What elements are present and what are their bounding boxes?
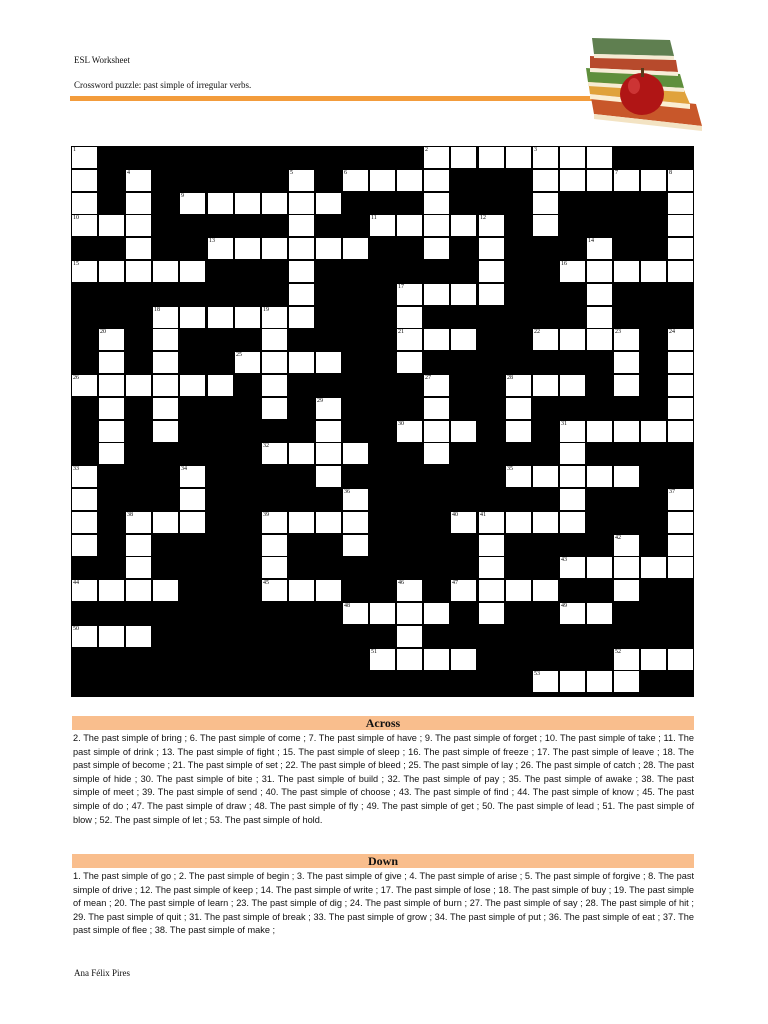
crossword-cell[interactable]	[533, 580, 558, 601]
crossword-cell[interactable]	[424, 603, 449, 624]
crossword-cell[interactable]	[153, 580, 178, 601]
crossword-cell[interactable]	[343, 170, 368, 191]
crossword-cell[interactable]	[451, 147, 476, 168]
crossword-cell[interactable]	[587, 307, 612, 328]
crossword-cell[interactable]	[560, 375, 585, 396]
crossword-cell[interactable]	[72, 535, 97, 556]
clue-number: 15	[73, 261, 79, 267]
crossword-cell[interactable]	[668, 649, 693, 670]
clue-number: 44	[73, 580, 79, 586]
crossword-cell[interactable]	[126, 512, 151, 533]
clue-number: 39	[263, 512, 269, 518]
crossword-cell[interactable]	[533, 215, 558, 236]
clue-number: 40	[452, 512, 458, 518]
crossword-cell[interactable]	[668, 398, 693, 419]
crossword-cell[interactable]	[668, 489, 693, 510]
crossword-cell[interactable]	[99, 329, 124, 350]
header-rule	[70, 96, 630, 101]
crossword-cell[interactable]	[316, 512, 341, 533]
clue-number: 26	[73, 375, 79, 381]
crossword-cell[interactable]	[262, 535, 287, 556]
crossword-cell[interactable]	[397, 352, 422, 373]
crossword-cell[interactable]	[479, 580, 504, 601]
crossword-cell[interactable]	[533, 147, 558, 168]
crossword-cell[interactable]	[397, 284, 422, 305]
crossword-cell[interactable]	[614, 170, 639, 191]
crossword-cell[interactable]	[72, 170, 97, 191]
crossword-cell[interactable]	[289, 261, 314, 282]
crossword-cell[interactable]	[479, 557, 504, 578]
crossword-cell[interactable]	[235, 352, 260, 373]
crossword-cell[interactable]	[99, 375, 124, 396]
crossword-cell[interactable]	[397, 170, 422, 191]
clue-number: 23	[615, 329, 621, 335]
crossword-cell[interactable]	[316, 193, 341, 214]
crossword-cell[interactable]	[668, 557, 693, 578]
clue-number: 30	[398, 421, 404, 427]
crossword-cell[interactable]	[289, 580, 314, 601]
crossword-cell[interactable]	[208, 307, 233, 328]
crossword-cell[interactable]	[343, 443, 368, 464]
clue-number: 16	[561, 261, 567, 267]
crossword-cell[interactable]	[560, 671, 585, 692]
author-name: Ana Félix Pires	[74, 968, 130, 978]
crossword-cell[interactable]	[289, 352, 314, 373]
crossword-cell[interactable]	[451, 580, 476, 601]
crossword-cell[interactable]	[289, 512, 314, 533]
clue-number: 51	[371, 649, 377, 655]
crossword-cell[interactable]	[370, 170, 395, 191]
crossword-cell[interactable]	[668, 261, 693, 282]
crossword-cell[interactable]	[614, 329, 639, 350]
crossword-cell[interactable]	[72, 489, 97, 510]
crossword-cell[interactable]	[451, 512, 476, 533]
crossword-cell[interactable]	[235, 193, 260, 214]
crossword-cell[interactable]	[614, 580, 639, 601]
crossword-cell[interactable]	[668, 193, 693, 214]
crossword-cell[interactable]	[208, 238, 233, 259]
crossword-cell[interactable]	[668, 375, 693, 396]
clue-number: 28	[507, 375, 513, 381]
crossword-cell[interactable]	[316, 466, 341, 487]
crossword-cell[interactable]	[424, 398, 449, 419]
crossword-cell[interactable]	[451, 329, 476, 350]
crossword-cell[interactable]	[479, 215, 504, 236]
crossword-cell[interactable]	[614, 557, 639, 578]
crossword-cell[interactable]	[533, 466, 558, 487]
crossword-cell[interactable]	[180, 307, 205, 328]
crossword-cell[interactable]	[343, 512, 368, 533]
clue-number: 1	[73, 147, 76, 153]
crossword-cell[interactable]	[668, 170, 693, 191]
crossword-cell[interactable]	[397, 307, 422, 328]
clue-number: 14	[588, 238, 594, 244]
crossword-cell[interactable]	[180, 466, 205, 487]
crossword-cell[interactable]	[316, 352, 341, 373]
crossword-cell[interactable]	[587, 147, 612, 168]
clue-number: 18	[154, 307, 160, 313]
crossword-cell[interactable]	[506, 147, 531, 168]
crossword-cell[interactable]	[560, 147, 585, 168]
crossword-cell[interactable]	[262, 329, 287, 350]
crossword-cell[interactable]	[587, 170, 612, 191]
clue-number: 34	[181, 466, 187, 472]
crossword-cell[interactable]	[153, 329, 178, 350]
crossword-cell[interactable]	[560, 421, 585, 442]
crossword-cell[interactable]	[641, 261, 666, 282]
crossword-cell[interactable]	[126, 580, 151, 601]
crossword-cell[interactable]	[506, 512, 531, 533]
crossword-cell[interactable]	[424, 238, 449, 259]
clue-number: 22	[534, 329, 540, 335]
crossword-cell[interactable]	[72, 466, 97, 487]
crossword-cell[interactable]	[126, 261, 151, 282]
clue-number: 12	[480, 215, 486, 221]
crossword-cell[interactable]	[343, 238, 368, 259]
crossword-cell[interactable]	[560, 512, 585, 533]
crossword-cell[interactable]	[262, 375, 287, 396]
crossword-cell[interactable]	[424, 329, 449, 350]
crossword-cell[interactable]	[180, 375, 205, 396]
crossword-cell[interactable]	[641, 649, 666, 670]
crossword-cell[interactable]	[262, 193, 287, 214]
crossword-cell[interactable]	[668, 512, 693, 533]
clue-number: 5	[290, 170, 293, 176]
crossword-cell[interactable]	[533, 671, 558, 692]
crossword-cell[interactable]	[479, 147, 504, 168]
crossword-cell[interactable]	[126, 557, 151, 578]
clue-number: 37	[669, 489, 675, 495]
crossword-cell[interactable]	[153, 352, 178, 373]
crossword-cell[interactable]	[614, 535, 639, 556]
crossword-cell[interactable]	[533, 512, 558, 533]
down-clues: 1. The past simple of go ; 2. The past simple of begin ; 3. The past simple of give ; 4. The past simple of arise ; 5. The past simple of forgive ; 8. The past simple of drive ; 12. The past simple of keep ; 14. The past simple of write ; 17. The past simple of lose ; 18. The past simple of buy ; 19. The past simple of mean ; 20. The past simple of learn ; 23. The past simple of dig ; 24. The past simple of burn ; 27. The past simple of say ; 28. The past simple of hit ; 29. The past simple of quit ; 31. The past simple of break ; 33. The past simple of grow ; 34. The past simple of put ; 36. The past simple of eat ; 37. The past simple of flee ; 38. The past simple of make ;	[73, 871, 694, 936]
crossword-cell[interactable]	[614, 671, 639, 692]
crossword-cell[interactable]	[370, 215, 395, 236]
clue-number: 46	[398, 580, 404, 586]
crossword-cell[interactable]	[397, 215, 422, 236]
clue-number: 10	[73, 215, 79, 221]
crossword-cell[interactable]	[560, 261, 585, 282]
worksheet-title: Crossword puzzle: past simple of irregular verbs.	[74, 80, 252, 90]
clue-number: 50	[73, 626, 79, 632]
crossword-cell[interactable]	[126, 535, 151, 556]
crossword-cell[interactable]	[235, 307, 260, 328]
crossword-cell[interactable]	[560, 466, 585, 487]
crossword-cell[interactable]	[208, 193, 233, 214]
crossword-cell[interactable]	[153, 261, 178, 282]
crossword-cell[interactable]	[72, 375, 97, 396]
books-apple-illustration	[584, 30, 708, 140]
crossword-cell[interactable]	[343, 489, 368, 510]
clue-number: 3	[534, 147, 537, 153]
clue-number: 21	[398, 329, 404, 335]
crossword-cell[interactable]	[72, 580, 97, 601]
crossword-grid	[71, 146, 694, 697]
crossword-cell[interactable]	[533, 375, 558, 396]
crossword-cell[interactable]	[397, 580, 422, 601]
crossword-cell[interactable]	[180, 261, 205, 282]
clue-number: 7	[615, 170, 618, 176]
clue-number: 47	[452, 580, 458, 586]
clue-number: 42	[615, 535, 621, 541]
crossword-cell[interactable]	[316, 443, 341, 464]
crossword-cell[interactable]	[99, 421, 124, 442]
crossword-cell[interactable]	[126, 170, 151, 191]
crossword-cell[interactable]	[506, 421, 531, 442]
crossword-cell[interactable]	[614, 421, 639, 442]
crossword-cell[interactable]	[153, 398, 178, 419]
crossword-cell[interactable]	[316, 398, 341, 419]
crossword-cell[interactable]	[72, 261, 97, 282]
crossword-cell[interactable]	[397, 626, 422, 647]
crossword-cell[interactable]	[126, 215, 151, 236]
crossword-cell[interactable]	[126, 238, 151, 259]
crossword-cell[interactable]	[289, 284, 314, 305]
crossword-cell[interactable]	[506, 580, 531, 601]
crossword-cell[interactable]	[587, 284, 612, 305]
crossword-cell[interactable]	[99, 398, 124, 419]
crossword-cell[interactable]	[451, 421, 476, 442]
clue-number: 17	[398, 284, 404, 290]
crossword-cell[interactable]	[397, 329, 422, 350]
clue-number: 29	[317, 398, 323, 404]
crossword-cell[interactable]	[614, 375, 639, 396]
clue-number: 53	[534, 671, 540, 677]
crossword-cell[interactable]	[560, 489, 585, 510]
crossword-cell[interactable]	[235, 238, 260, 259]
crossword-cell[interactable]	[316, 580, 341, 601]
clue-number: 49	[561, 603, 567, 609]
crossword-cell[interactable]	[424, 147, 449, 168]
crossword-cell[interactable]	[397, 421, 422, 442]
crossword-cell[interactable]	[533, 170, 558, 191]
crossword-cell[interactable]	[587, 603, 612, 624]
clue-number: 45	[263, 580, 269, 586]
crossword-cell[interactable]	[72, 147, 97, 168]
clue-number: 19	[263, 307, 269, 313]
crossword-cell[interactable]	[289, 307, 314, 328]
crossword-cell[interactable]	[451, 284, 476, 305]
crossword-cell[interactable]	[506, 466, 531, 487]
crossword-cell[interactable]	[153, 375, 178, 396]
clue-number: 20	[100, 329, 106, 335]
crossword-cell[interactable]	[668, 421, 693, 442]
clue-number: 48	[344, 603, 350, 609]
crossword-cell[interactable]	[424, 649, 449, 670]
crossword-cell[interactable]	[126, 193, 151, 214]
crossword-cell[interactable]	[614, 649, 639, 670]
crossword-cell[interactable]	[289, 238, 314, 259]
clue-number: 25	[236, 352, 242, 358]
crossword-cell[interactable]	[479, 512, 504, 533]
crossword-cell[interactable]	[587, 238, 612, 259]
crossword-cell[interactable]	[262, 238, 287, 259]
crossword-cell[interactable]	[479, 284, 504, 305]
crossword-cell[interactable]	[587, 421, 612, 442]
crossword-cell[interactable]	[668, 352, 693, 373]
crossword-cell[interactable]	[641, 421, 666, 442]
crossword-cell[interactable]	[424, 215, 449, 236]
crossword-cell[interactable]	[641, 170, 666, 191]
crossword-cell[interactable]	[641, 557, 666, 578]
crossword-cell[interactable]	[262, 443, 287, 464]
crossword-cell[interactable]	[343, 535, 368, 556]
crossword-cell[interactable]	[370, 603, 395, 624]
crossword-cell[interactable]	[479, 535, 504, 556]
crossword-cell[interactable]	[506, 398, 531, 419]
clue-number: 31	[561, 421, 567, 427]
worksheet-label: ESL Worksheet	[74, 55, 131, 65]
clue-number: 41	[480, 512, 486, 518]
crossword-cell[interactable]	[533, 193, 558, 214]
crossword-cell[interactable]	[99, 215, 124, 236]
crossword-cell[interactable]	[560, 329, 585, 350]
crossword-cell[interactable]	[668, 238, 693, 259]
crossword-cell[interactable]	[289, 193, 314, 214]
clue-number: 4	[127, 170, 130, 176]
crossword-cell[interactable]	[99, 626, 124, 647]
crossword-cell[interactable]	[99, 580, 124, 601]
crossword-cell[interactable]	[99, 261, 124, 282]
crossword-cell[interactable]	[587, 466, 612, 487]
clue-number: 8	[669, 170, 672, 176]
clue-number: 27	[425, 375, 431, 381]
crossword-cell[interactable]	[424, 193, 449, 214]
crossword-cell[interactable]	[262, 580, 287, 601]
crossword-cell[interactable]	[397, 603, 422, 624]
clue-number: 11	[371, 215, 377, 221]
crossword-cell[interactable]	[451, 649, 476, 670]
crossword-cell[interactable]	[99, 352, 124, 373]
crossword-cell[interactable]	[424, 170, 449, 191]
crossword-cell[interactable]	[614, 466, 639, 487]
clue-number: 13	[209, 238, 215, 244]
crossword-cell[interactable]	[262, 557, 287, 578]
crossword-cell[interactable]	[180, 512, 205, 533]
crossword-cell[interactable]	[451, 215, 476, 236]
crossword-cell[interactable]	[126, 375, 151, 396]
crossword-cell[interactable]	[587, 671, 612, 692]
crossword-cell[interactable]	[560, 557, 585, 578]
crossword-cell[interactable]	[479, 238, 504, 259]
across-heading: Across	[72, 716, 694, 730]
clue-number: 6	[344, 170, 347, 176]
crossword-cell[interactable]	[397, 649, 422, 670]
crossword-cell[interactable]	[587, 557, 612, 578]
crossword-cell[interactable]	[668, 329, 693, 350]
crossword-cell[interactable]	[316, 421, 341, 442]
crossword-cell[interactable]	[126, 626, 151, 647]
clue-number: 52	[615, 649, 621, 655]
crossword-cell[interactable]	[560, 443, 585, 464]
crossword-cell[interactable]	[262, 352, 287, 373]
clue-number: 2	[425, 147, 428, 153]
crossword-cell[interactable]	[180, 193, 205, 214]
crossword-cell[interactable]	[99, 443, 124, 464]
crossword-cell[interactable]	[72, 215, 97, 236]
crossword-cell[interactable]	[614, 352, 639, 373]
clue-number: 38	[127, 512, 133, 518]
across-clues: 2. The past simple of bring ; 6. The past simple of come ; 7. The past simple of have ; 9. The past simple of forget ; 10. The past simple of take ; 11. The past simple of drink ; 13. The past simple of fight ; 15. The past simple of sleep ; 16. The past simple of freeze ; 17. The past simple of leave ; 18. The past simple of become ; 21. The past simple of set ; 22. The past simple of bleed ; 25. The past simple of lay ; 26. The past simple of catch ; 28. The past simple of hide ; 30. The past simple of bite ; 31. The past simple of build ; 32. The past simple of pay ; 35. The past simple of awake ; 38. The past simple of meet ; 39. The past simple of send ; 40. The past simple of choose ; 43. The past simple of find ; 44. The past simple of know ; 45. The past simple of do ; 47. The past simple of draw ; 48. The past simple of fly ; 49. The past simple of get ; 50. The past simple of lead ; 51. The past simple of blow ; 52. The past simple of let ; 53. The past simple of hold.	[73, 733, 694, 825]
crossword-cell[interactable]	[72, 193, 97, 214]
clue-number: 24	[669, 329, 675, 335]
crossword-cell[interactable]	[343, 603, 368, 624]
crossword-cell[interactable]	[72, 626, 97, 647]
crossword-cell[interactable]	[289, 443, 314, 464]
crossword-cell[interactable]	[72, 512, 97, 533]
crossword-cell[interactable]	[479, 261, 504, 282]
crossword-cell[interactable]	[262, 512, 287, 533]
crossword-cell[interactable]	[668, 535, 693, 556]
crossword-cell[interactable]	[424, 443, 449, 464]
crossword-cell[interactable]	[153, 512, 178, 533]
crossword-cell[interactable]	[208, 375, 233, 396]
crossword-cell[interactable]	[424, 421, 449, 442]
crossword-cell[interactable]	[479, 603, 504, 624]
crossword-cell[interactable]	[289, 170, 314, 191]
crossword-cell[interactable]	[316, 238, 341, 259]
crossword-cell[interactable]	[424, 375, 449, 396]
crossword-cell[interactable]	[668, 215, 693, 236]
crossword-cell[interactable]	[560, 603, 585, 624]
crossword-cell[interactable]	[289, 215, 314, 236]
crossword-cell[interactable]	[587, 329, 612, 350]
crossword-cell[interactable]	[180, 489, 205, 510]
crossword-cell[interactable]	[153, 421, 178, 442]
crossword-cell[interactable]	[262, 307, 287, 328]
crossword-cell[interactable]	[587, 261, 612, 282]
clue-number: 33	[73, 466, 79, 472]
crossword-cell[interactable]	[533, 329, 558, 350]
crossword-cell[interactable]	[424, 284, 449, 305]
crossword-cell[interactable]	[506, 375, 531, 396]
crossword-cell[interactable]	[614, 261, 639, 282]
clue-number: 32	[263, 443, 269, 449]
clue-number: 9	[181, 193, 184, 199]
clue-number: 43	[561, 557, 567, 563]
crossword-cell[interactable]	[560, 170, 585, 191]
clue-number: 36	[344, 489, 350, 495]
crossword-cell[interactable]	[262, 398, 287, 419]
crossword-cell[interactable]	[153, 307, 178, 328]
crossword-cell[interactable]	[370, 649, 395, 670]
down-heading: Down	[72, 854, 694, 868]
clue-number: 35	[507, 466, 513, 472]
